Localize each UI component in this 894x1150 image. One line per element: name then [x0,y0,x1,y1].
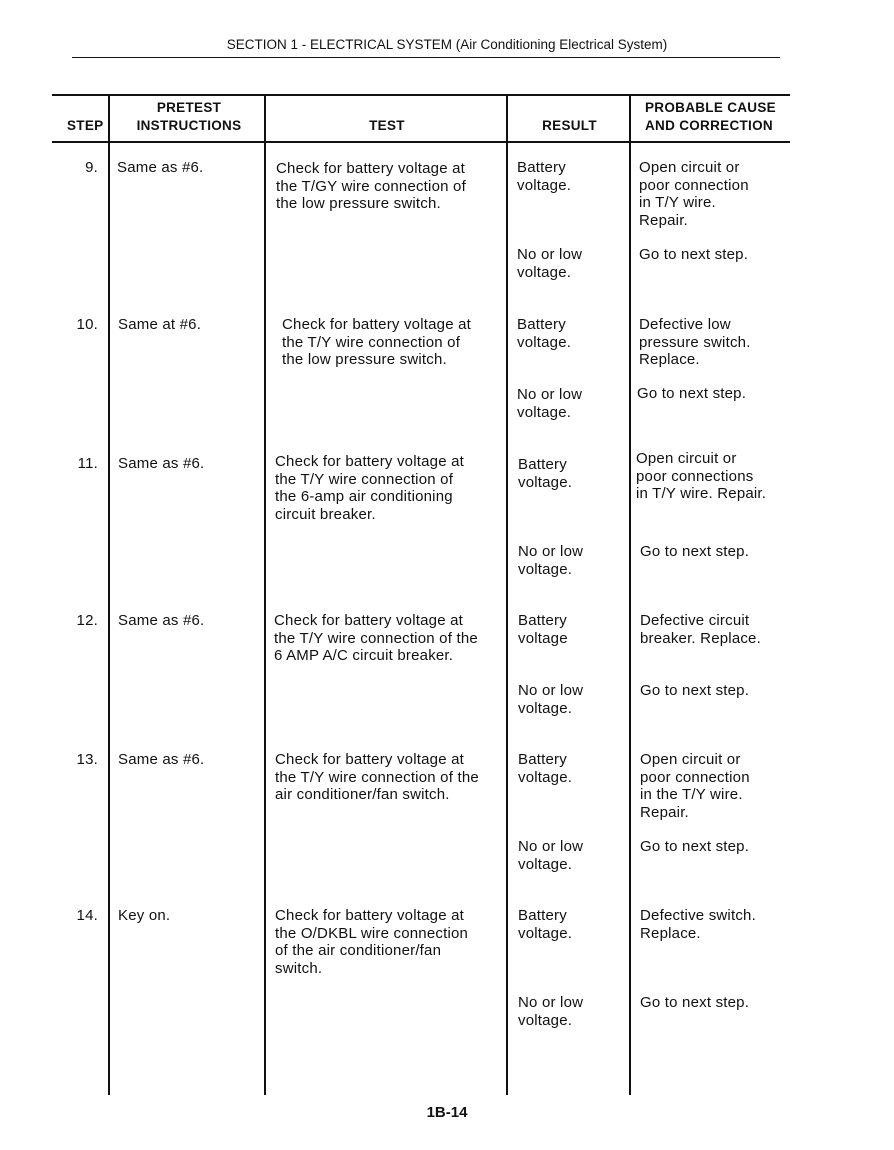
result: No or low voltage. [518,994,584,1029]
result: Battery voltage. [518,456,573,491]
step-number: 14. [76,907,98,924]
step-number: 11. [77,455,98,472]
column-divider-test [506,95,508,1095]
step-number: 13. [76,751,98,768]
result: No or low voltage. [517,246,583,281]
result: No or low voltage. [518,838,584,873]
column-divider-result [629,95,631,1095]
probable-cause: Go to next step. [639,246,749,263]
step-number: 9. [85,159,98,176]
pretest-instruction: Same as #6. [118,455,205,472]
step-number: 12. [76,612,98,629]
table-top-rule [52,94,790,96]
step-number: 10. [76,316,98,333]
result: No or low voltage. [518,682,584,717]
column-divider-pretest [264,95,266,1095]
page-header: SECTION 1 - ELECTRICAL SYSTEM (Air Conditioning Electrical System) [226,37,668,52]
probable-cause: Go to next step. [640,543,750,560]
header-result: RESULT [542,118,597,133]
probable-cause: Defective low pressure switch. Replace. [639,316,751,368]
result: Battery voltage. [517,316,572,351]
probable-cause: Open circuit or poor connections in T/Y wire. Repair. [636,450,767,502]
probable-cause: Open circuit or poor connection in the T/Y wire. Repair. [640,751,750,821]
test-description: Check for battery voltage at the T/Y wire connection of the low pressure switch. [282,316,472,368]
header-test: TEST [369,118,405,133]
result: Battery voltage. [517,159,572,194]
test-description: Check for battery voltage at the T/Y wire connection of the 6 AMP A/C circuit breaker. [274,612,478,664]
page-number: 1B-14 [426,1104,468,1121]
probable-cause: Defective circuit breaker. Replace. [640,612,761,647]
pretest-instruction: Same as #6. [117,159,204,176]
probable-cause: Go to next step. [640,838,750,855]
probable-cause: Go to next step. [640,994,750,1011]
probable-cause: Go to next step. [640,682,750,699]
header-probable-cause: PROBABLE CAUSE AND CORRECTION [645,100,776,133]
test-description: Check for battery voltage at the T/Y wire connection of the air conditioner/fan switch. [275,751,479,803]
pretest-instruction: Same as #6. [118,612,205,629]
pretest-instruction: Same at #6. [118,316,202,333]
probable-cause: Go to next step. [637,385,747,402]
probable-cause: Defective switch. Replace. [640,907,756,942]
pretest-instruction: Same as #6. [118,751,205,768]
result: Battery voltage. [518,751,573,786]
column-divider-step [108,95,110,1095]
header-step: STEP [67,118,104,133]
header-pretest-instructions: PRETEST INSTRUCTIONS [136,100,242,133]
result: Battery voltage [518,612,568,647]
result: Battery voltage. [518,907,573,942]
result: No or low voltage. [517,386,583,421]
test-description: Check for battery voltage at the T/GY wire connection of the low pressure switch. [276,160,466,212]
probable-cause: Open circuit or poor connection in T/Y wire. Repair. [639,159,749,229]
table-header-bottom-rule [52,141,790,143]
result: No or low voltage. [518,543,584,578]
test-description: Check for battery voltage at the O/DKBL wire connection of the air conditioner/fan switch. [275,907,469,977]
pretest-instruction: Key on. [118,907,171,924]
header-rule [72,57,780,58]
test-description: Check for battery voltage at the T/Y wire connection of the 6-amp air conditioning circuit breaker. [275,453,465,523]
